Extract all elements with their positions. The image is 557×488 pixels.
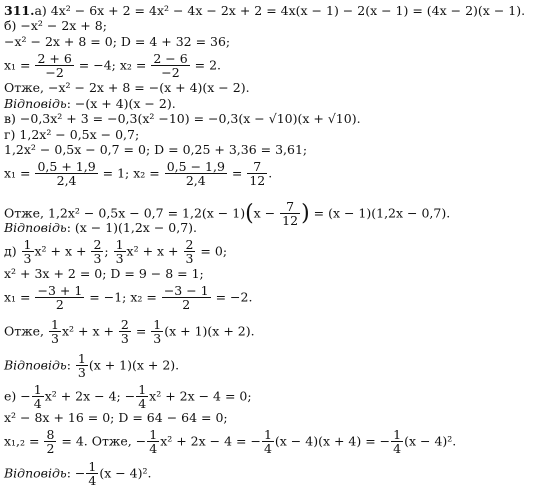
math-text: Отже, 1,2x² − 0,5x − 0,7 = 1,2(x − 1) <box>4 205 246 221</box>
fraction <box>165 160 227 188</box>
math-text: x² + x + <box>126 243 183 259</box>
math-text: = −2. <box>211 289 253 305</box>
fraction <box>35 160 97 188</box>
answer-label: Відповідь <box>4 465 67 481</box>
solution-line-20 <box>4 428 456 456</box>
fraction-numerator: 1 <box>23 237 32 252</box>
math-text: Отже, <box>4 323 49 339</box>
math-text: в) −0,3x² + 3 = −0,3(x² −10) = −0,3(x − √10)(x + √10). <box>4 111 361 126</box>
math-text: x² + 2x − 4 = − <box>160 433 261 449</box>
fraction-numerator: 1 <box>115 237 124 252</box>
fraction <box>391 428 403 456</box>
math-text: Отже, −x² − 2x + 8 = −(x + 4)(x − 2). <box>4 80 250 95</box>
fraction-numerator: 1 <box>77 351 86 366</box>
fraction-denominator: 4 <box>149 441 158 457</box>
answer-label: Відповідь <box>4 357 67 373</box>
math-text: ; <box>104 243 113 259</box>
solution-line-13 <box>4 238 227 266</box>
math-text: = 2. <box>190 57 222 73</box>
math-text: 1,2x² − 0,5x − 0,7 = 0; D = 0,25 + 3,36 = 3,61; <box>4 142 308 157</box>
math-text: а) 4x² − 6x + 2 = 4x² − 4x − 2x + 2 = 4x(x − 1) − 2(x − 1) = (4x − 2)(x − 1). <box>34 3 526 18</box>
fraction-numerator: 2 + 6 <box>37 51 72 66</box>
math-text: : (x − 1)(1,2x − 0,7). <box>66 220 198 235</box>
solution-line-19 <box>4 412 228 425</box>
math-text: = 0; <box>196 243 228 259</box>
solution-line-6 <box>4 98 176 111</box>
math-text: = 1; x₂ = <box>98 165 164 181</box>
fraction <box>35 52 73 80</box>
math-text: −x² − 2x + 8 = 0; D = 4 + 32 = 36; <box>4 34 231 49</box>
fraction <box>49 318 61 346</box>
math-text: е) − <box>4 388 31 404</box>
math-text: = −1; x₂ = <box>85 289 161 305</box>
fraction-numerator: 1 <box>88 459 97 474</box>
fraction-numerator: 2 − 6 <box>153 51 188 66</box>
math-text: . <box>268 165 273 181</box>
fraction-numerator: 2 <box>93 237 102 252</box>
fraction <box>119 318 131 346</box>
fraction-numerator: 2 <box>185 237 194 252</box>
math-text: : <box>66 357 75 373</box>
fraction-denominator: 3 <box>77 365 86 381</box>
fraction-denominator: −2 <box>35 65 73 80</box>
fraction <box>247 160 267 188</box>
math-text: д) <box>4 243 21 259</box>
fraction-denominator: 4 <box>138 396 147 412</box>
fraction-denominator: 4 <box>263 441 272 457</box>
fraction-denominator: 4 <box>393 441 402 457</box>
fraction-numerator: 1 <box>33 382 42 397</box>
fraction-numerator: 1 <box>51 317 59 332</box>
math-text: : −(x + 4)(x − 2). <box>66 96 176 111</box>
solution-line-15 <box>4 284 252 312</box>
fraction-denominator: 3 <box>153 331 162 347</box>
fraction-denominator: 4 <box>88 473 97 488</box>
math-text: = <box>131 323 151 339</box>
math-text: x₁,₂ = <box>4 433 44 449</box>
fraction <box>32 383 44 411</box>
fraction-denominator: 12 <box>282 213 299 229</box>
solution-line-5 <box>4 82 250 95</box>
math-text: (x − 4)². <box>404 433 457 449</box>
fraction-denominator: 3 <box>23 251 32 267</box>
fraction-numerator: 1 <box>263 427 272 442</box>
solution-line-10 <box>4 160 272 188</box>
fraction <box>91 238 103 266</box>
math-text: x² + x + <box>61 323 118 339</box>
solution-line-14 <box>4 268 204 281</box>
math-text: x₁ = <box>4 289 35 305</box>
fraction-denominator: 3 <box>93 251 102 267</box>
solution-line-18 <box>4 383 252 411</box>
math-text: (x − 4)(x + 4) = − <box>274 433 391 449</box>
math-text: x² − 8x + 16 = 0; D = 64 − 64 = 0; <box>4 410 228 425</box>
solution-line-1 <box>4 5 525 18</box>
solution-line-4 <box>4 52 221 80</box>
fraction-numerator: 1 <box>153 317 162 332</box>
fraction <box>162 284 211 312</box>
solution-line-3 <box>4 36 230 49</box>
fraction-denominator: 2 <box>35 297 84 312</box>
math-text: (x + 1)(x + 2). <box>88 357 180 373</box>
math-text: (x − 4)². <box>99 465 152 481</box>
math-text: x² + 2x − 4; − <box>44 388 136 404</box>
fraction <box>151 318 163 346</box>
fraction <box>22 238 34 266</box>
fraction-denominator: 3 <box>185 251 194 267</box>
fraction-denominator: 3 <box>120 331 129 347</box>
fraction <box>151 52 189 80</box>
solution-line-8 <box>4 129 139 142</box>
fraction <box>44 428 56 456</box>
fraction <box>262 428 274 456</box>
fraction-numerator: 1 <box>393 427 402 442</box>
solution-line-21 <box>4 460 151 488</box>
answer-label: Відповідь <box>4 96 67 111</box>
fraction-denominator: 2 <box>162 297 211 312</box>
fraction-denominator: 3 <box>115 251 124 267</box>
solution-line-16 <box>4 318 255 346</box>
fraction-numerator: 7 <box>253 159 262 174</box>
fraction <box>184 238 196 266</box>
fraction-denominator: 4 <box>33 396 42 412</box>
fraction-denominator: 3 <box>51 331 59 347</box>
math-text: : − <box>66 465 86 481</box>
solution-line-17 <box>4 352 179 380</box>
math-text: = (x − 1)(1,2x − 0,7). <box>309 205 451 221</box>
fraction <box>147 428 159 456</box>
fraction-denominator: 2 <box>46 441 55 457</box>
answer-label: Відповідь <box>4 220 67 235</box>
math-text: = 4. Отже, − <box>57 433 147 449</box>
solution-line-2 <box>4 20 107 33</box>
solution-line-9 <box>4 144 307 157</box>
fraction-numerator: 2 <box>120 317 129 332</box>
paren: ) <box>301 200 310 226</box>
math-text: г) 1,2x² − 0,5x − 0,7; <box>4 127 140 142</box>
math-text: (x + 1)(x + 2). <box>164 323 255 339</box>
fraction <box>35 284 84 312</box>
fraction-numerator: 1 <box>138 382 147 397</box>
fraction-denominator: 2,4 <box>35 173 97 188</box>
problem-number: 311. <box>4 3 35 18</box>
math-text: б) −x² − 2x + 8; <box>4 18 107 33</box>
fraction-denominator: 12 <box>249 173 266 189</box>
fraction <box>114 238 126 266</box>
fraction <box>136 383 148 411</box>
fraction <box>280 200 300 228</box>
math-text: x − <box>253 205 280 221</box>
paren: ( <box>245 200 254 226</box>
fraction-denominator: −2 <box>151 65 189 80</box>
math-text: x² + 2x − 4 = 0; <box>149 388 252 404</box>
math-text: x₁ = <box>4 57 35 73</box>
math-text: x² + 3x + 2 = 0; D = 9 − 8 = 1; <box>4 266 204 281</box>
fraction-numerator: 7 <box>286 199 295 214</box>
fraction-numerator: 8 <box>46 427 55 442</box>
solution-line-7 <box>4 113 361 126</box>
math-text: x₁ = <box>4 165 35 181</box>
math-text: x² + x + <box>34 243 91 259</box>
fraction <box>76 352 88 380</box>
fraction-numerator: 1 <box>149 427 158 442</box>
fraction-numerator: 0,5 − 1,9 <box>166 159 225 174</box>
math-text: = −4; x₂ = <box>74 57 151 73</box>
fraction-numerator: 0,5 + 1,9 <box>37 159 96 174</box>
fraction <box>86 460 98 488</box>
fraction-numerator: −3 − 1 <box>163 283 209 298</box>
fraction-numerator: −3 + 1 <box>37 283 83 298</box>
fraction-denominator: 2,4 <box>165 173 227 188</box>
math-text: = <box>227 165 247 181</box>
solution-line-12 <box>4 222 197 235</box>
